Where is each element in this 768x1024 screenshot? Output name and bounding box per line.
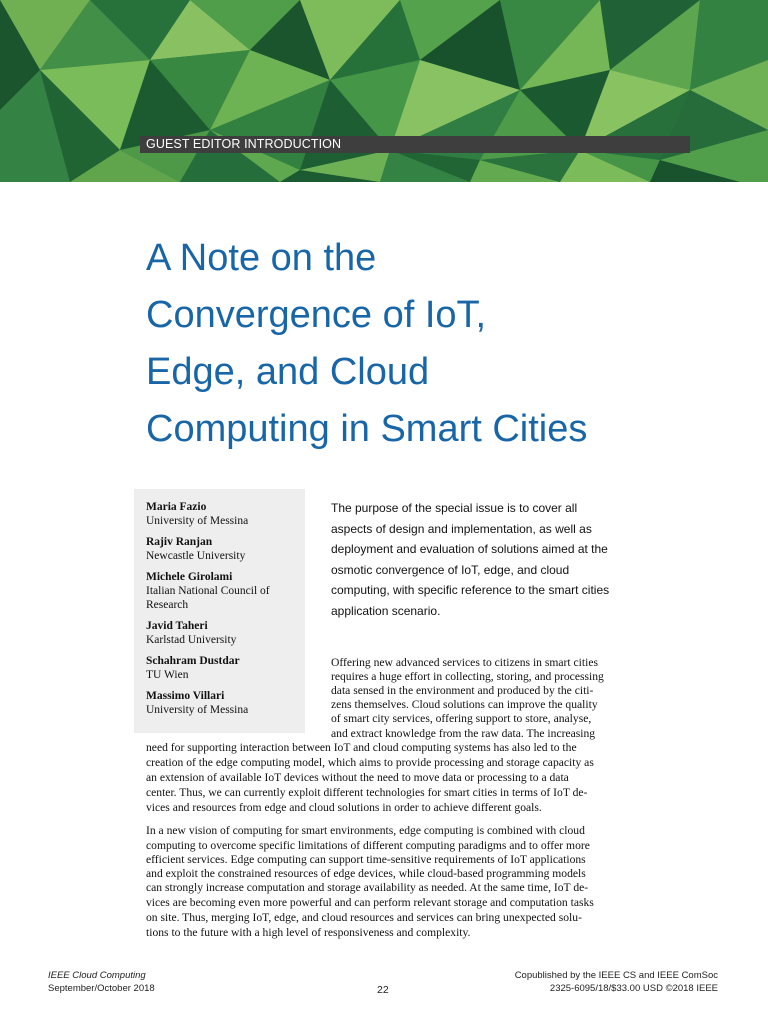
article-title	[146, 230, 746, 458]
body-line: can strongly increase computation and storage availability as needed. At the same time, IoT de-	[146, 881, 589, 894]
body-line: of smart city services, offering support to store, analyse,	[331, 712, 592, 725]
body-line: data sensed in the environment and produced by the citi-	[331, 684, 594, 697]
author-name: Michele Girolami	[146, 571, 233, 583]
header-banner	[0, 0, 768, 182]
footer-issue: September/October 2018	[48, 983, 155, 994]
author-entry	[146, 535, 296, 563]
body-line: tions to the future with a high level of responsiveness and complexity.	[146, 926, 471, 939]
body-line: on site. Thus, merging IoT, edge, and cloud resources and services can bring unexpected solu-	[146, 911, 582, 924]
polygon-banner-image	[0, 0, 768, 182]
section-bar	[140, 136, 690, 153]
pull-quote-line: deployment and evaluation of solutions aimed at the	[331, 542, 608, 556]
body-line: Offering new advanced services to citizens in smart cities	[331, 656, 598, 669]
title-line: Computing in Smart Cities	[146, 408, 588, 450]
author-entry	[146, 689, 296, 717]
title-line: Edge, and Cloud	[146, 351, 430, 393]
body-line: creation of the edge computing model, which aims to provide processing and storage capacity as	[146, 756, 594, 769]
author-name: Maria Fazio	[146, 501, 207, 513]
author-sidebar	[134, 489, 305, 733]
pull-quote	[331, 498, 631, 621]
author-name: Massimo Villari	[146, 690, 225, 702]
section-label: GUEST EDITOR INTRODUCTION	[146, 137, 342, 151]
pull-quote-line: aspects of design and implementation, as well as	[331, 521, 592, 536]
body-line: vices are becoming even more powerful and can perform relevant storage and computation tasks	[146, 896, 594, 909]
body-line: an extension of available IoT devices without the need to move data or processing to a data	[146, 771, 569, 784]
author-name: Javid Taheri	[146, 620, 208, 632]
page-number: 22	[377, 984, 389, 996]
author-name: Rajiv Ranjan	[146, 536, 213, 548]
pull-quote-line: computing, with specific reference to the smart cities	[331, 583, 610, 597]
body-line: need for supporting interaction between IoT and cloud computing systems has also led to the	[146, 741, 577, 754]
author-affiliation: Italian National Council of Research	[146, 585, 270, 611]
body-line: efficient services. Edge computing can support time-sensitive requirements of IoT applications	[146, 853, 586, 866]
author-affiliation: TU Wien	[146, 669, 189, 681]
body-line: and exploit the constrained resources of edge devices, while cloud-based programming models	[146, 867, 586, 880]
pull-quote-line: osmotic convergence of IoT, edge, and cloud	[331, 562, 570, 577]
body-line: computing to overcome specific limitations of different computing paradigms and to offer more	[146, 839, 590, 852]
author-entry	[146, 619, 296, 647]
author-affiliation: Newcastle University	[146, 550, 246, 562]
author-affiliation: University of Messina	[146, 515, 249, 527]
pull-quote-line: The purpose of the special issue is to cover all	[331, 501, 578, 515]
author-name: Schahram Dustdar	[146, 655, 240, 667]
body-line: zens themselves. Cloud solutions can improve the quality	[331, 698, 598, 711]
pull-quote-line: application scenario.	[331, 603, 441, 618]
author-entry	[146, 570, 296, 612]
title-line: A Note on the	[146, 237, 377, 279]
author-entry	[146, 500, 296, 528]
footer-journal: IEEE Cloud Computing	[48, 970, 146, 981]
body-line: and extract knowledge from the raw data. The increasing	[331, 727, 596, 740]
author-entry	[146, 654, 296, 682]
body-line: In a new vision of computing for smart environments, edge computing is combined with cloud	[146, 824, 585, 837]
title-line: Convergence of IoT,	[146, 294, 487, 336]
body-line: requires a huge effort in collecting, storing, and processing	[331, 670, 604, 683]
body-line: center. Thus, we can currently exploit different technologies for smart cities in terms of IoT de-	[146, 786, 588, 799]
author-affiliation: University of Messina	[146, 704, 249, 716]
footer-copublished: Copublished by the IEEE CS and IEEE ComSoc	[514, 970, 718, 981]
body-line: vices and resources from edge and cloud solutions in order to achieve different goals.	[146, 801, 542, 814]
footer-copyright: 2325-6095/18/$33.00 USD ©2018 IEEE	[549, 983, 718, 994]
author-affiliation: Karlstad University	[146, 634, 237, 646]
